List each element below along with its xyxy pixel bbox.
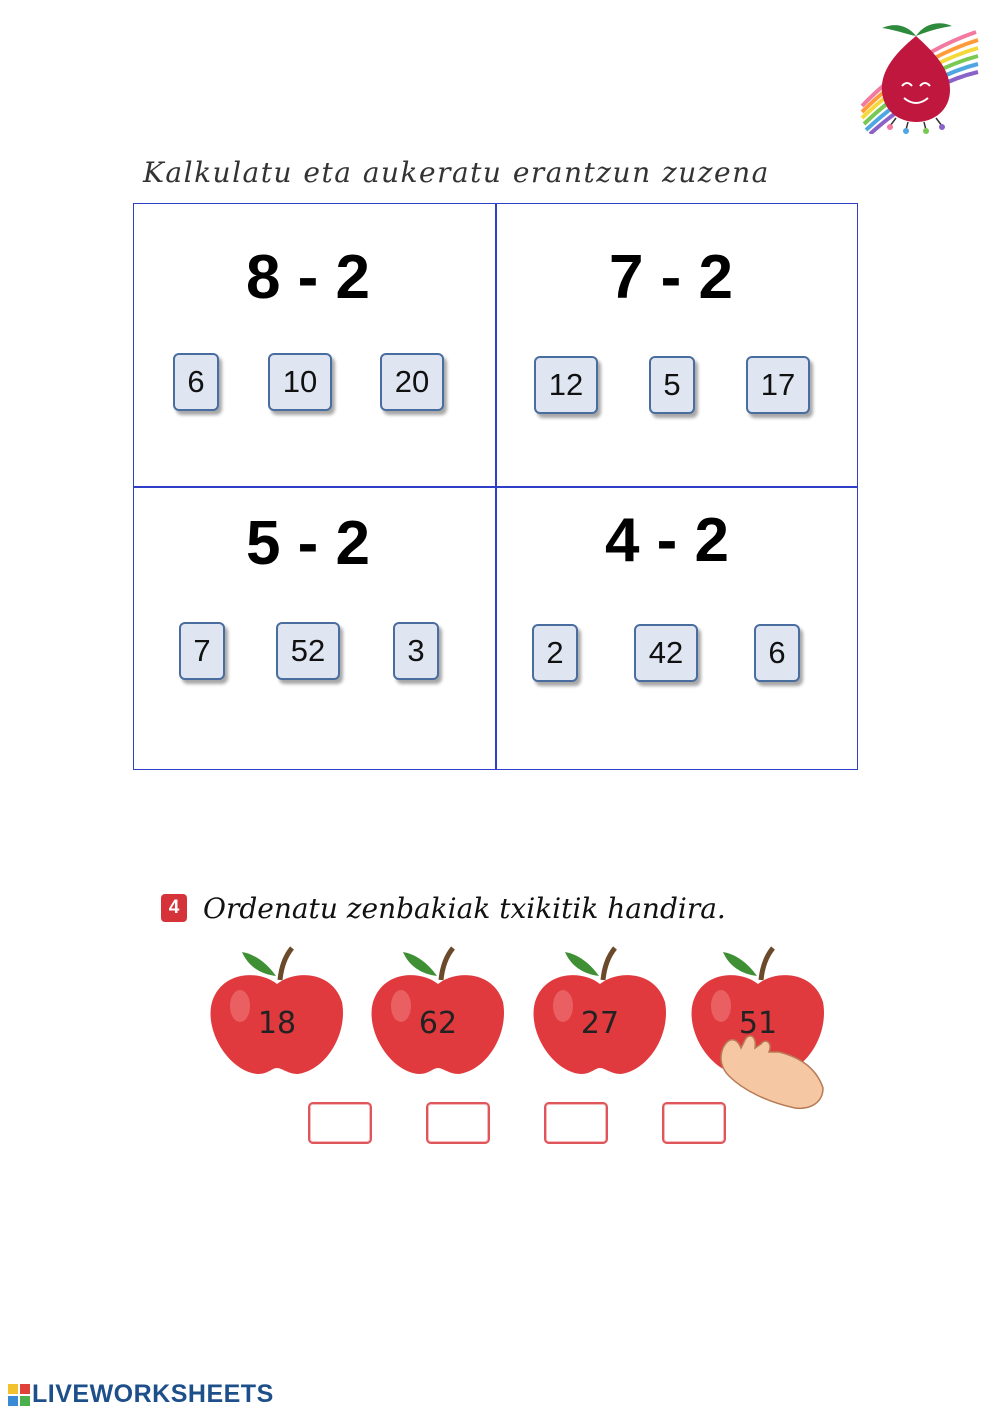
- calculate-instruction: Kalkulatu eta aukeratu erantzun zuzena: [143, 156, 770, 189]
- option-2-b[interactable]: 5: [649, 356, 695, 414]
- option-2-c[interactable]: 17: [746, 356, 810, 414]
- option-3-a[interactable]: 7: [179, 622, 225, 680]
- option-4-b[interactable]: 42: [634, 624, 698, 682]
- grid-horizontal-divider: [133, 486, 858, 488]
- apple-number-3: 27: [580, 1006, 620, 1041]
- brand-name: LIVEWORKSHEETS: [32, 1380, 274, 1408]
- apple-number-1: 18: [257, 1006, 297, 1041]
- option-2-a[interactable]: 12: [534, 356, 598, 414]
- option-3-b[interactable]: 52: [276, 622, 340, 680]
- apple-number-4: 51: [738, 1006, 778, 1041]
- expression-4: 4 - 2: [604, 506, 730, 575]
- expression-3: 5 - 2: [245, 509, 371, 578]
- order-answer-box-4[interactable]: [662, 1102, 726, 1144]
- order-answer-box-1[interactable]: [308, 1102, 372, 1144]
- expression-2: 7 - 2: [608, 243, 734, 312]
- liveworksheets-footer: [8, 1380, 274, 1409]
- option-4-a[interactable]: 2: [532, 624, 578, 682]
- mascot-logo: [852, 14, 980, 134]
- order-answer-box-2[interactable]: [426, 1102, 490, 1144]
- apple-number-2: 62: [418, 1006, 458, 1041]
- option-1-b[interactable]: 10: [268, 353, 332, 411]
- expression-1: 8 - 2: [245, 243, 371, 312]
- option-1-c[interactable]: 20: [380, 353, 444, 411]
- liveworksheets-logo-icon: [8, 1384, 30, 1406]
- option-3-c[interactable]: 3: [393, 622, 439, 680]
- exercise-number-badge: 4: [161, 894, 187, 922]
- order-answer-box-3[interactable]: [544, 1102, 608, 1144]
- option-1-a[interactable]: 6: [173, 353, 219, 411]
- ordering-instruction: Ordenatu zenbakiak txikitik handira.: [203, 892, 726, 925]
- option-4-c[interactable]: 6: [754, 624, 800, 682]
